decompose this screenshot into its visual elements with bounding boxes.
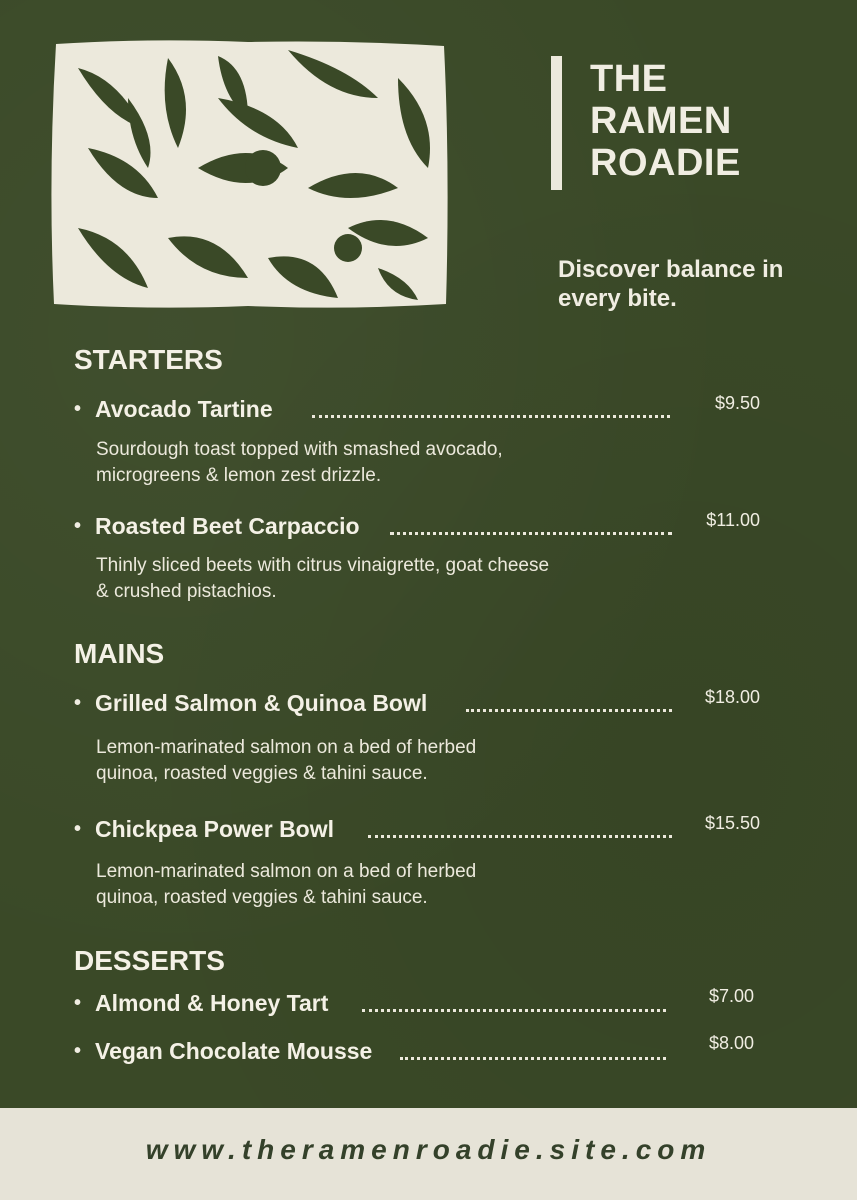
item-name: Avocado Tartine: [95, 396, 273, 422]
item-name: Almond & Honey Tart: [95, 990, 329, 1016]
item-description: Lemon-marinated salmon on a bed of herbed quinoa, roasted veggies & tahini sauce.: [96, 861, 477, 908]
tagline: Discover balance in every bite.: [558, 256, 784, 312]
title-line: ROADIE: [590, 142, 741, 184]
bullet: •: [74, 818, 82, 840]
menu-item: [74, 510, 764, 543]
item-name: Vegan Chocolate Mousse: [95, 1038, 373, 1064]
website-link[interactable]: www.theramenroadie.site.com: [145, 1134, 712, 1165]
bullet: •: [74, 398, 82, 420]
item-price: $15.50: [704, 813, 760, 833]
dot-leader: [362, 1006, 666, 1012]
section-heading-mains: MAINS: [74, 638, 165, 669]
floral-papercut-logo: [48, 38, 450, 310]
menu-item: [74, 687, 764, 720]
item-price: $7.00: [708, 986, 754, 1006]
bullet: •: [74, 692, 82, 714]
title-line: RAMEN: [590, 100, 732, 142]
item-price: $8.00: [708, 1033, 754, 1053]
title-accent-bar: [551, 56, 562, 190]
item-description: Sourdough toast topped with smashed avocado, microgreens & lemon zest drizzle.: [96, 439, 503, 486]
restaurant-title: [590, 58, 741, 184]
item-name: Chickpea Power Bowl: [95, 816, 335, 842]
item-name: Grilled Salmon & Quinoa Bowl: [95, 690, 428, 716]
section-heading-starters: STARTERS: [74, 344, 223, 375]
footer: [0, 1108, 857, 1200]
dot-leader: [312, 412, 670, 418]
item-name: Roasted Beet Carpaccio: [95, 513, 360, 539]
item-description: Lemon-marinated salmon on a bed of herbed quinoa, roasted veggies & tahini sauce.: [96, 737, 477, 784]
menu-item: [74, 986, 764, 1020]
menu-item: [74, 1033, 764, 1068]
section-heading-desserts: DESSERTS: [74, 945, 225, 976]
bullet: •: [74, 515, 82, 537]
dot-leader: [466, 706, 672, 712]
bullet: •: [74, 992, 82, 1014]
item-description: Thinly sliced beets with citrus vinaigrette, goat cheese & crushed pistachios.: [96, 555, 550, 602]
dot-leader: [368, 832, 672, 838]
title-line: THE: [590, 58, 668, 100]
dot-leader: [400, 1054, 666, 1060]
dot-leader: [390, 529, 672, 535]
item-price: $9.50: [714, 393, 760, 413]
menu-item: [74, 393, 764, 426]
bullet: •: [74, 1040, 82, 1062]
menu-item: [74, 813, 764, 846]
item-price: $18.00: [704, 687, 760, 707]
item-price: $11.00: [706, 510, 760, 530]
